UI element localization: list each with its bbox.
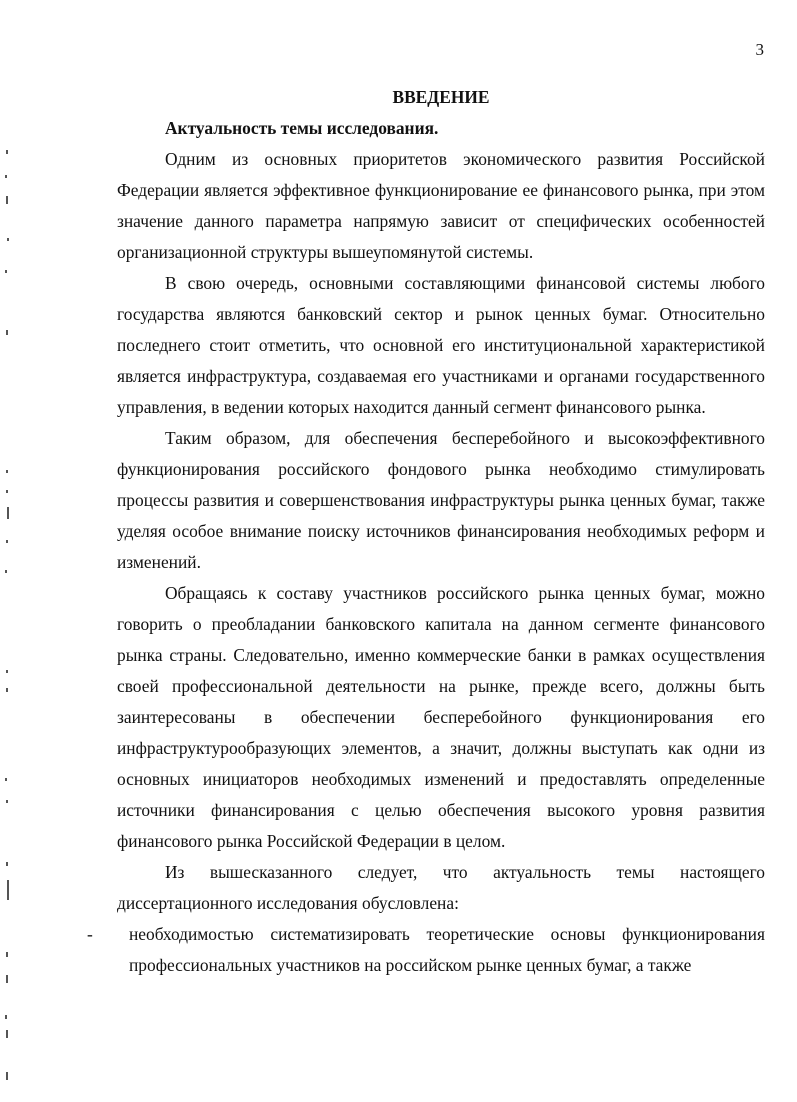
section-heading: ВВЕДЕНИЕ: [392, 87, 490, 107]
bullet-item: [87, 919, 765, 981]
scan-margin-marks: [0, 0, 20, 1102]
paragraph-2: В свою очередь, основными составляющими финансовой системы любого государства являются банковский сектор и рынок ценных бумаг. Относительно последнего стоит отметить, что основной его институциональной характеристикой является инфраструктура, создаваемая его участниками и органами государственного управления, в ведении которых находится данный сегмент финансового рынка.: [117, 273, 765, 417]
page-number: 3: [755, 40, 764, 59]
bullet-marker: -: [87, 924, 93, 944]
document-body: [87, 82, 765, 981]
paragraph-4: Обращаясь к составу участников российского рынка ценных бумаг, можно говорить о преобладании банковского капитала на данном сегменте финансового рынка страны. Следовательно, именно коммерческие банки в рамках осуществления своей профессиональной деятельности на рынке, прежде всего, должны быть заинтересованы в обеспечении бесперебойного функционирования его инфраструктурообразующих элементов, а значит, должны выступать как одни из основных инициаторов необходимых изменений и предоставлять определенные источники финансирования с целью обеспечения высокого уровня развития финансового рынка Российской Федерации в целом.: [117, 583, 765, 851]
paragraph-5: Из вышесказанного следует, что актуальность темы настоящего диссертационного исследования обусловлена:: [117, 862, 765, 913]
bullet-text: необходимостью систематизировать теоретические основы функционирования профессиональных участников на российском рынке ценных бумаг, а также: [129, 924, 765, 975]
paragraph-3: Таким образом, для обеспечения бесперебойного и высокоэффективного функционирования российского фондового рынка необходимо стимулировать процессы развития и совершенствования инфраструктуры рынка ценных бумаг, также уделяя особое внимание поиску источников финансирования необходимых реформ и изменений.: [117, 428, 765, 572]
section-subheading: Актуальность темы исследования.: [165, 118, 439, 138]
paragraph-1: Одним из основных приоритетов экономического развития Российской Федерации является эффективное функционирование ее финансового рынка, при этом значение данного параметра напрямую зависит от специфических особенностей организационной структуры вышеупомянутой системы.: [117, 149, 765, 262]
